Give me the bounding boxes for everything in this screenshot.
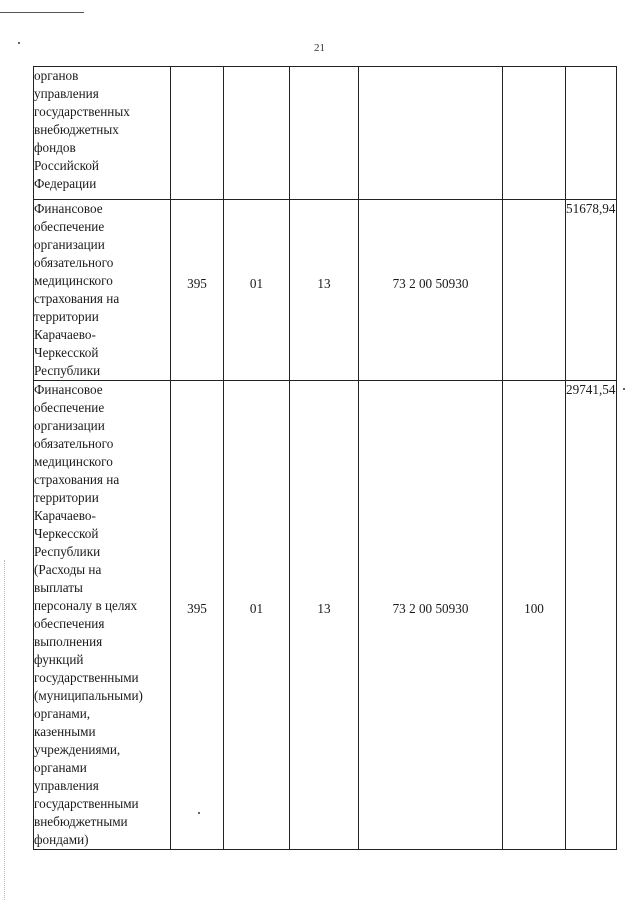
cell-section-code-value: 01 bbox=[249, 276, 264, 291]
cell-expense-type bbox=[503, 200, 566, 381]
item-name-line: фондов bbox=[34, 140, 76, 155]
item-name-line: функций bbox=[34, 652, 84, 667]
item-name-line: организации bbox=[34, 418, 105, 433]
cell-admin-code-value: 395 bbox=[187, 276, 207, 291]
cell-subsection-code bbox=[290, 200, 359, 381]
item-name-line: страхования на bbox=[34, 291, 120, 306]
item-name-line: медицинского bbox=[34, 454, 113, 469]
cell-item-name bbox=[34, 200, 171, 381]
item-name-line: Финансовое bbox=[34, 201, 103, 216]
item-name-line: Карачаево- bbox=[34, 508, 96, 523]
scan-edge bbox=[4, 560, 6, 900]
item-name-line: Черкесской bbox=[34, 526, 99, 541]
cell-item-name bbox=[34, 381, 171, 850]
budget-table bbox=[33, 66, 617, 850]
item-name-line: органами bbox=[34, 760, 87, 775]
table-row bbox=[34, 200, 617, 381]
item-name-line: Федерации bbox=[34, 176, 97, 191]
item-name-line: выплаты bbox=[34, 580, 83, 595]
item-name-line: обеспечение bbox=[34, 219, 105, 234]
cell-subsection-code bbox=[290, 67, 359, 200]
cell-expense-type-value: 100 bbox=[524, 601, 544, 616]
item-name-line: управления bbox=[34, 86, 99, 101]
cell-admin-code bbox=[171, 67, 224, 200]
cell-target-article bbox=[359, 200, 503, 381]
item-name-line: территории bbox=[34, 309, 99, 324]
cell-section-code bbox=[224, 200, 290, 381]
item-name-line: Черкесской bbox=[34, 345, 99, 360]
item-name-line: Российской bbox=[34, 158, 99, 173]
cell-expense-type bbox=[503, 67, 566, 200]
table-row bbox=[34, 381, 617, 850]
item-name-line: страхования на bbox=[34, 472, 120, 487]
item-name-line: Республики bbox=[34, 363, 101, 378]
item-name-line: Республики bbox=[34, 544, 101, 559]
item-name-line: учреждениями, bbox=[34, 742, 121, 757]
item-name-line: органов bbox=[34, 68, 79, 83]
table-body bbox=[34, 67, 617, 850]
item-name-line: государственными bbox=[34, 670, 139, 685]
cell-target-article bbox=[359, 381, 503, 850]
item-name-line: Карачаево- bbox=[34, 327, 96, 342]
item-name-line: обеспечения bbox=[34, 616, 105, 631]
item-name-line: (муниципальными) bbox=[34, 688, 143, 703]
item-name-line: обеспечение bbox=[34, 400, 105, 415]
cell-amount-value: 51678,94 bbox=[566, 201, 616, 216]
cell-amount bbox=[566, 381, 617, 850]
cell-section-code-value: 01 bbox=[249, 601, 264, 616]
cell-subsection-code bbox=[290, 381, 359, 850]
item-name-line: организации bbox=[34, 237, 105, 252]
cell-target-article-value: 73 2 00 50930 bbox=[392, 601, 469, 616]
item-name-line: органами, bbox=[34, 706, 91, 721]
item-name-line: казенными bbox=[34, 724, 96, 739]
item-name-line: выполнения bbox=[34, 634, 103, 649]
cell-target-article bbox=[359, 67, 503, 200]
item-name-line: внебюджетных bbox=[34, 122, 119, 137]
item-name-line: обязательного bbox=[34, 255, 114, 270]
cell-expense-type bbox=[503, 381, 566, 850]
scan-corner-line bbox=[0, 12, 84, 13]
item-name-line: территории bbox=[34, 490, 99, 505]
item-name-line: обязательного bbox=[34, 436, 114, 451]
item-name-line: государственных bbox=[34, 104, 130, 119]
scan-speck bbox=[623, 388, 625, 390]
table-row bbox=[34, 67, 617, 200]
cell-admin-code bbox=[171, 200, 224, 381]
item-name-line: (Расходы на bbox=[34, 562, 102, 577]
item-name-line: персоналу в целях bbox=[34, 598, 138, 613]
cell-subsection-code-value: 13 bbox=[317, 601, 331, 616]
item-name-line: управления bbox=[34, 778, 99, 793]
cell-expense-type-value bbox=[503, 200, 565, 275]
page-number: 21 bbox=[314, 42, 325, 54]
item-name-line: фондами) bbox=[34, 832, 89, 847]
item-name-line: государственными bbox=[34, 796, 139, 811]
cell-admin-code bbox=[171, 381, 224, 850]
cell-section-code bbox=[224, 67, 290, 200]
cell-target-article-value: 73 2 00 50930 bbox=[392, 276, 469, 291]
item-name-line: внебюджетными bbox=[34, 814, 128, 829]
cell-section-code bbox=[224, 381, 290, 850]
item-name-line: медицинского bbox=[34, 273, 113, 288]
cell-amount-value: 29741,54 bbox=[566, 382, 616, 397]
cell-item-name bbox=[34, 67, 171, 200]
cell-admin-code-value: 395 bbox=[187, 601, 207, 616]
item-name-line: Финансовое bbox=[34, 382, 103, 397]
cell-subsection-code-value: 13 bbox=[317, 276, 331, 291]
